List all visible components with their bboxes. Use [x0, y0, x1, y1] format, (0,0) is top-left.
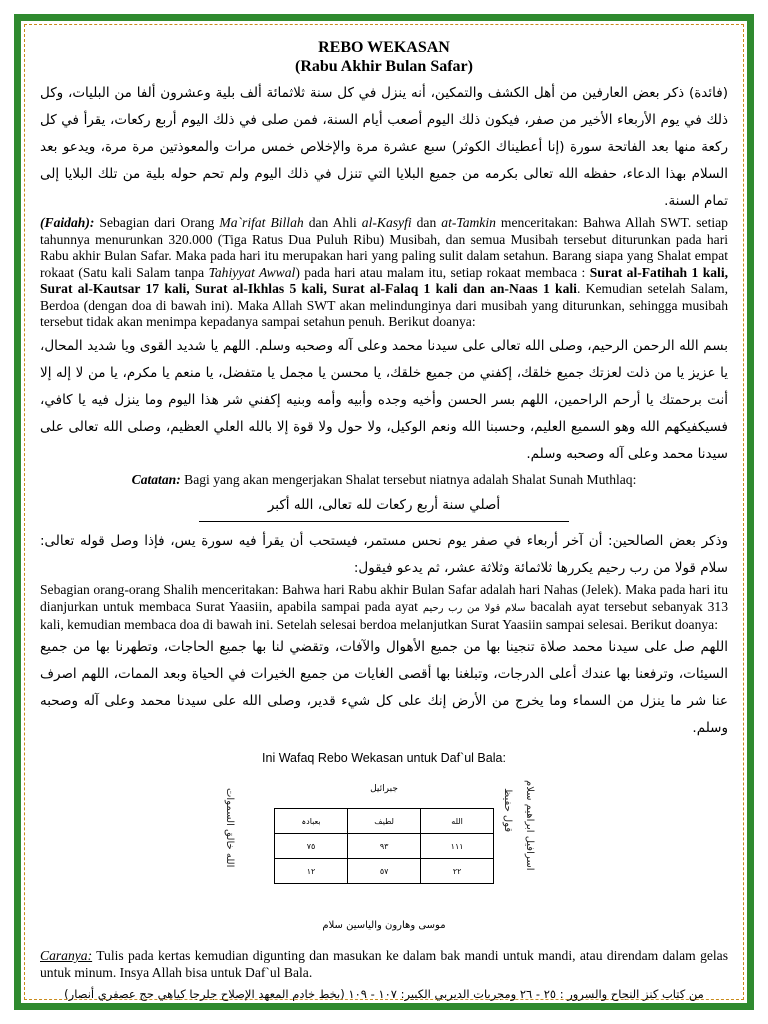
- faidah-term-tamkin: at-Tamkin: [441, 215, 496, 230]
- faidah-text-6: . Kemudian setelah Salam, Berdoa (dengan doa di bawah ini). Maka Allah SWT akan melindunginya dari musibah yang diturunkan, sehingga musibah tersebut tidak akan menimpa kepadanya sampai setahun penuh. Berikut doanya:: [40, 281, 729, 329]
- caranya-text: Tulis pada kertas kemudian digunting dan masukan ke dalam bak mandi untuk mandi, atau direndam dalam gelas untuk minum. Insya Allah bisa untuk Daf`ul Bala.: [40, 948, 728, 980]
- wafaq-row: [275, 834, 494, 859]
- wafaq-cell: ٩٣: [348, 834, 421, 859]
- faidah-surah-list: Surat al-Fatihah 1 kali, Surat al-Kautsar 17 kali, Surat al-Ikhlas 5 kali, Surat al-Falaq 1 kali dan an-Naas 1 kali: [40, 264, 729, 296]
- faidah-text-4: menceritakan: Bahwa Allah SWT. setiap tahunnya menurunkan 320.000 (Tiga Ratus Dua Puluh Ribu) Musibah, dan semua Musibah tersebut diturunkan pada hari Rabu akhir Bulan Safar. Maka pada hari itu merupakan hari yang paling sulit dalam setahun. Barang siapa yang Shalat empat rokaat (Satu kali Salam tanpa: [40, 215, 728, 280]
- catatan-text: Bagi yang akan mengerjakan Shalat tersebut niatnya adalah Shalat Sunah Muthlaq:: [180, 471, 637, 487]
- wafaq-cell: ٧٥: [275, 834, 348, 859]
- caranya-label: Caranya:: [40, 948, 93, 963]
- faidah-label: (Faidah):: [40, 215, 95, 230]
- wafaq-right-text: اسرافيل ابراهيم سلام: [524, 780, 535, 871]
- page-subtitle: (Rabu Akhir Bulan Safar): [295, 58, 473, 75]
- wafaq-caption: Ini Wafaq Rebo Wekasan untuk Daf`ul Bala:: [262, 750, 506, 765]
- faidah-term-kasyfi: al-Kasyfi: [361, 215, 412, 230]
- yasin-paragraph: [40, 582, 728, 634]
- arabic-intro: (فائدة) ذكر بعض العارفين من أهل الكشف والتمكين، أنه ينزل في كل سنة ثلاثمائة ألف بلية وعشرون ألفا من البليات، وكل ذلك في يوم الأربعاء الأخير من صفر، فيكون ذلك اليوم أصعب أيام السنة، فمن صلى في ذلك اليوم أربع ركعات، يقرأ في كل ركعة منها بعد الفاتحة سورة (إنا أعطيناك الكوثر) سبع عشرة مرة والإخلاص خمس مرات والمعوذتين مرة مرة، ويدعو بعد السلام بهذا الدعاء، حفظه الله تعالى بكرمه من جميع البلايا التي تنزل في ذلك اليوم ولم تحم حوله بلية من تلك البلايا إلى تمام السنة.: [40, 85, 728, 209]
- niat-text: أصلي سنة أربع ركعات لله تعالى، الله أكبر: [267, 497, 501, 513]
- source-reference: من كتاب كنز النجاح والسرور : ٢٥ - ٢٦ ومجربات الديربي الكبير: ١٠٧ - ١٠٩ (بخط خادم المعهد الإصلاح جلرجا كياهي حج عصفري أنصار): [64, 987, 704, 1001]
- wafaq-cell: ١١١: [421, 834, 494, 859]
- wafaq-left-text: الله خالق السموات: [224, 788, 235, 868]
- wafaq-row: [275, 809, 494, 834]
- faidah-text-3: dan: [411, 215, 442, 230]
- wafaq-grid: [274, 808, 494, 884]
- wafaq-cell: ٥٧: [348, 859, 421, 884]
- yasin-ayat: سلام قولا من رب رحيم: [422, 602, 526, 614]
- document-body: [40, 38, 728, 1013]
- caranya-paragraph: [40, 948, 728, 981]
- wafaq-cell: الله: [421, 809, 494, 834]
- arabic-yasin: وذكر بعض الصالحين: أن آخر أربعاء في صفر يوم نحس مستمر، فيستحب أن يقرأ فيه سورة يس، فإذا وصل قوله تعالى: سلام قولا من رب رحيم يكررها ثلاثمائة وثلاثة عشر، ثم يدعو فيقول:: [40, 533, 728, 576]
- wafaq-row: [275, 859, 494, 884]
- yasin-text-1: Sebagian orang-orang Shalih menceritakan: Bahwa hari Rabu akhir Bulan Safar adalah hari Nahas (Jelek). Maka pada hari itu dianjurkan untuk membaca Surat Yaasiin, apabila sampai pada ayat: [40, 582, 728, 614]
- faidah-term-tahiyyat: Tahiyyat Awwal: [208, 264, 296, 280]
- doa-first: بسم الله الرحمن الرحيم، وصلى الله تعالى على سيدنا محمد وعلى آله وصحبه وسلم. اللهم يا شديد القوى ويا شديد المحال، يا عزيز يا من ذلت لعزتك جميع خلقك، إكفني من جميع خلقك، يا محسن يا مجمل يا متفضل، يا منعم يا مكرم، يا من لا إله إلا أنت برحمتك يا أرحم الراحمين، اللهم بسر الحسن وأخيه وجده وأبيه وأمه وبنيه إكفني شر هذا اليوم وما ينزل فيه يا كافي، فسيكفيكهم الله وهو السميع العليم، وحسبنا الله ونعم الوكيل، ولا حول ولا قوة إلا بالله العلي العظيم، وصلى الله تعالى على سيدنا محمد وعلى آله وصحبه وسلم.: [40, 337, 728, 462]
- wafaq-cell: لطيف: [348, 809, 421, 834]
- faidah-text-2: dan Ahli: [303, 215, 362, 230]
- faidah-paragraph: [40, 215, 728, 331]
- wafaq-cell: ٢٢: [421, 859, 494, 884]
- wafaq-cell: ١٢: [275, 859, 348, 884]
- wafaq-top-label: جبرائيل: [370, 784, 398, 794]
- niat-divider: [199, 521, 569, 522]
- page-title: REBO WEKASAN: [318, 39, 450, 56]
- wafaq-cell: بعبادہ: [275, 809, 348, 834]
- faidah-text-5: ) pada hari atau malam itu, setiap rokaat membaca :: [295, 264, 590, 280]
- wafaq-bottom-label: موسى وهارون والياسين سلام: [322, 920, 446, 931]
- wafaq-diagram: [184, 768, 584, 944]
- catatan-label: Catatan:: [131, 471, 181, 487]
- doa-second: اللهم صل على سيدنا محمد صلاة تنجينا بها من جميع الأهوال والآفات، وتقضي لنا بها جميع الحاجات، وتطهرنا بها من جميع السيئات، وترفعنا بها عندك أعلى الدرجات، وتبلغنا بها أقصى الغايات من جميع الخيرات في الحياة وبعد الممات، اللهم اصرف عنا شر ما ينزل من السماء وما يخرج من الأرض إنك على كل شيء قدير، وصلى الله على سيدنا محمد وعلى آله وصحبه وسلم.: [40, 638, 728, 736]
- wafaq-right-text-2: قول حفيظ: [502, 788, 513, 833]
- yasin-text-2: bacalah ayat tersebut sebanyak 313 kali, kemudian membaca doa di bawah ini. Setelah selesai berdoa melanjutkan Surat Yaasiin sampai selesai. Berikut doanya:: [40, 598, 728, 632]
- faidah-term-marifat: Ma`rifat Billah: [219, 215, 304, 230]
- catatan-paragraph: [40, 472, 728, 489]
- faidah-text-1: Sebagian dari Orang: [94, 215, 220, 230]
